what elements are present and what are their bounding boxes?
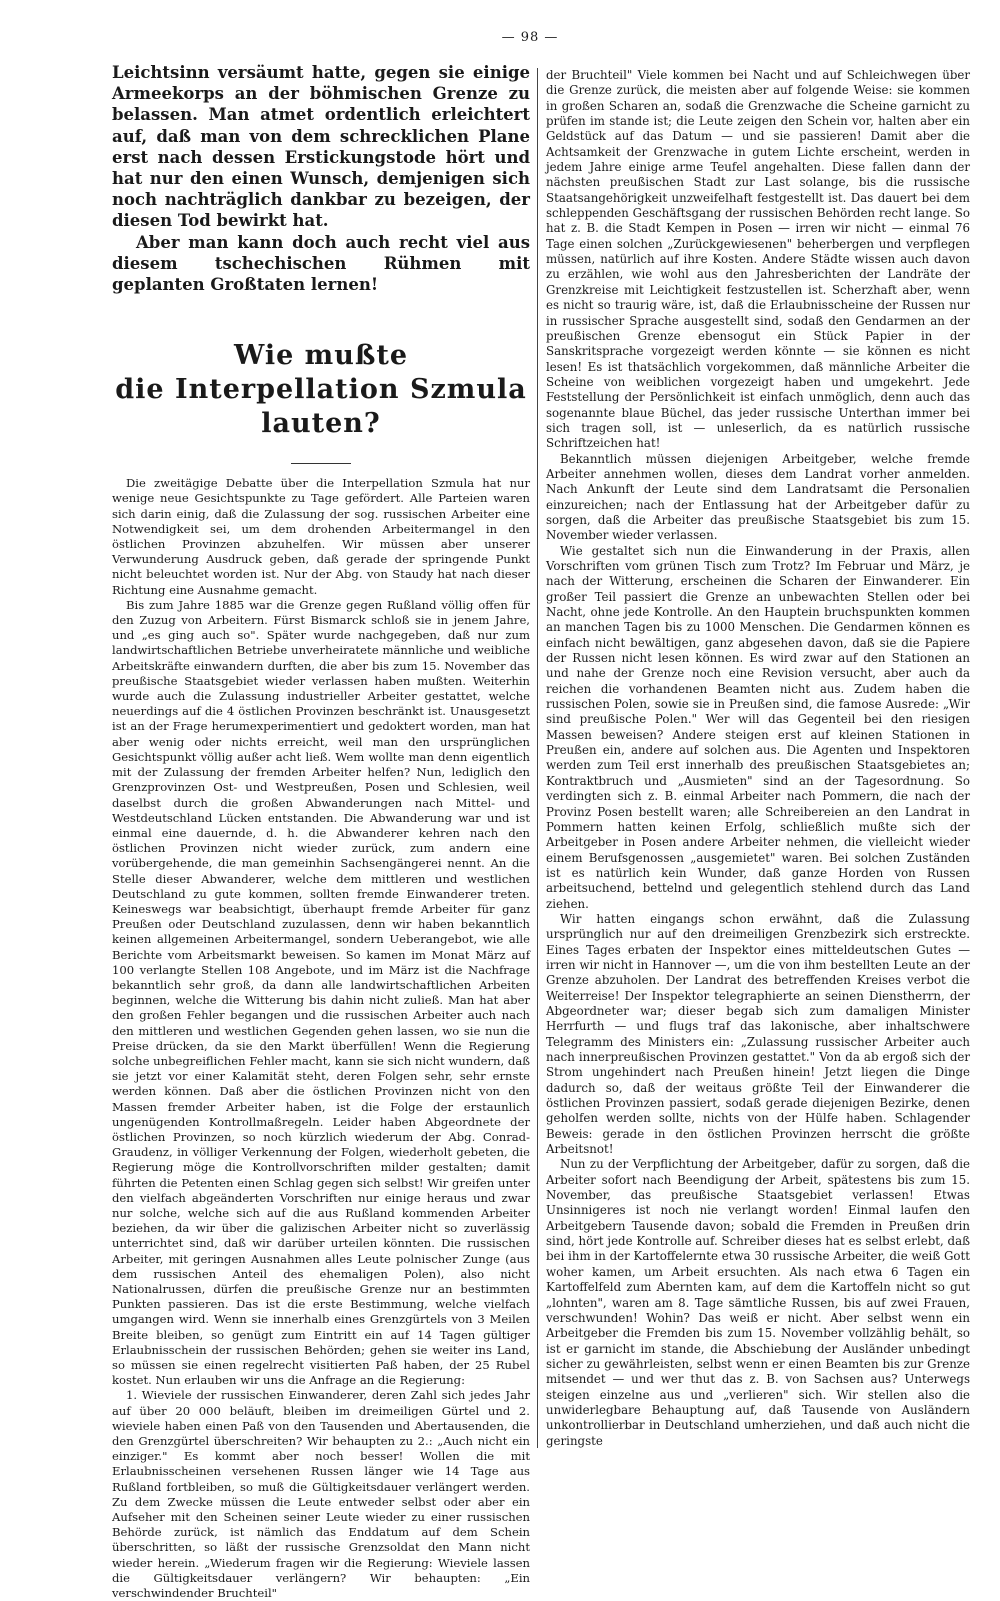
headline-line-2: die Interpellation Szmula lauten? — [115, 374, 527, 440]
article-paragraph: Bekanntlich müssen diejenigen Arbeitgeber, welche fremde Arbeiter annehmen wollen, dieses dem Landrat vorher anmelden. Nach Ankunft der Leute sind dem Landratsamt die Personalien einzureichen; nach der Entlassung hat der Arbeitgeber dafür zu sorgen, daß die Arbeiter das preußische Staatsgebiet bis zum 15. November wieder verlassen. — [546, 451, 970, 543]
lead-text — [112, 62, 530, 295]
lead-paragraph: Leichtsinn versäumt hatte, gegen sie einige Armeekorps an der böhmischen Grenze zu belassen. Man atmet ordentlich erleichtert auf, daß man von dem schrecklichen Plane erst nach dessen Erstickungstode hört und hat nur den einen Wunsch, demjenigen sich noch nachträglich dankbar zu bezeigen, der diesen Tod bewirkt hat. — [112, 63, 530, 231]
article-paragraph: Die zweitägige Debatte über die Interpellation Szmula hat nur wenige neue Gesichtspunkte zu Tage gefördert. Alle Parteien waren sich darin einig, daß die Zulassung der sog. russischen Arbeiter eine Notwendigkeit sei, um dem drohenden Arbeitermangel in den östlichen Provinzen abzuhelfen. Wir müssen aber unserer Verwunderung Ausdruck geben, daß gerade der springende Punkt nicht beleuchtet worden ist. Nur der Abg. von Staudy hat nach dieser Richtung eine Ausnahme gemacht. — [112, 476, 530, 597]
right-column — [546, 68, 970, 1458]
headline-line-1: Wie mußte — [233, 340, 409, 372]
article-paragraph: 1. Wieviele der russischen Einwanderer, deren Zahl sich jedes Jahr auf über 20 000 beläuft, bleiben im dreimeiligen Gürtel und 2. wieviele haben einen Paß von den Tausenden und Abertausenden, die den Grenzgürtel überschreiten? Wir behaupten zu 2.: „Auch nicht ein einziger." Es kommt aber noch besser! Wollen die mit Erlaubnisscheinen versehenen Russen länger wie 14 Tage aus Rußland fortbleiben, so muß die Gültigkeitsdauer verlängert werden. Zu dem Zwecke müssen die Leute entweder selbst oder aber ein Aufseher mit den Scheinen seiner Leute wieder zu einer russischen Behörde zurück, ist nämlich das Enddatum auf dem Schein überschritten, so läßt der russische Grenzsoldat den Mann nicht wieder herein. „Wiederum fragen wir die Regierung: Wieviele lassen die Gültigkeitsdauer verlängern? Wir behaupten: „Ein verschwindender Bruchteil" — [112, 1388, 530, 1601]
article-paragraph: der Bruchteil" Viele kommen bei Nacht und auf Schleichwegen über die Grenze zurück, die meisten aber auf folgende Weise: sie kommen in großen Scharen an, sodaß die Grenzwache die Scheine garnicht zu prüfen im stande ist; die Leute zeigen den Schein vor, halten aber ein Geldstück auf das Datum — und sie passieren! Damit aber die Achtsamkeit der Grenzwache in gutem Lichte erscheint, werden in jedem Jahre einige arme Teufel angehalten. Diese fallen dann der nächsten preußischen Stadt zur Last solange, bis die russische Staatsangehörigkeit unzweifelhaft festgestellt ist. Das dauert bei dem schleppenden Geschäftsgang der russischen Behörden recht lange. So hat z. B. die Stadt Kempen in Posen — irren wir nicht — einmal 76 Tage einen solchen „Zurückgewiesenen" beherbergen und verpflegen müssen, natürlich auf ihre Kosten. Andere Städte wissen auch davon zu erzählen, wie wohl aus den Jahresberichten der Landräte der Grenzkreise mit Leichtigkeit festzustellen ist. Scherzhaft aber, wenn es nicht so traurig wäre, ist, daß die Erlaubnisscheine der Russen nur in russischer Sprache ausgestellt sind, sodaß den Gendarmen an der preußischen Grenze ebensogut ein Stück Papier in der Sanskritsprache vorgezeigt werden könnte — sie können es nicht lesen! Es ist thatsächlich vorgekommen, daß männliche Arbeiter die Scheine von weiblichen vorgezeigt haben und umgekehrt. Jede Feststellung der Persönlichkeit ist einfach unmöglich, denn auch das sogenannte blaue Büchel, das jeder russische Unterthan immer bei sich tragen soll, ist — unleserlich, da es natürlich russische Schriftzeichen hat! — [546, 68, 970, 451]
article-paragraph: Wie gestaltet sich nun die Einwanderung in der Praxis, allen Vorschriften vom grünen Tisch zum Trotz? Im Februar und März, je nach der Witterung, erscheinen die Scharen der Einwanderer. Ein großer Teil passiert die Grenze an unbewachten Stellen oder bei Nacht, ohne jede Kontrolle. An den Hauptein bruchspunkten kommen an manchen Tagen bis zu 1000 Menschen. Die Gendarmen können es einfach nicht bewältigen, ganz abgesehen davon, daß sie die Papiere der Russen nicht lesen können. Es wird zwar auf den Stationen an und nahe der Grenze noch eine Revision versucht, aber auch da reichen die vorhandenen Beamten nicht aus. Zudem haben die russischen Polen, sowie sie in Preußen sind, die famose Ausrede: „Wir sind preußische Polen." Wer will das Gegenteil bei den riesigen Massen beweisen? Andere steigen erst auf kleinen Stationen in Preußen ein, andere auf solchen aus. Die Agenten und Inspektoren werden zum Teil erst innerhalb des preußischen Staatsgebietes an; Kontraktbruch und „Ausmieten" sind an der Tagesordnung. So verdingten sich z. B. einmal Arbeiter nach Pommern, die nach der Provinz Posen bestellt waren; alle Schreibereien an den Landrat in Pommern hatten keinen Erfolg, schließlich mußte sich der Arbeitgeber in Posen andere Arbeiter nehmen, die vielleicht wieder einem Berufsgenossen „ausgemietet" waren. Bei solchen Zuständen ist es natürlich kein Wunder, daß ganze Horden von Russen arbeitsuchend, bettelnd und gelegentlich stehlend durch das Land ziehen. — [546, 543, 970, 911]
article-paragraph: Bis zum Jahre 1885 war die Grenze gegen Rußland völlig offen für den Zuzug von Arbeitern. Fürst Bismarck schloß sie in jenem Jahre, und „es ging auch so". Später wurde nachgegeben, daß nur zum landwirtschaftlichen Betriebe unverheiratete männliche und weibliche Arbeitskräfte einwandern durften, die aber bis zum 15. November das preußische Staatsgebiet wieder verlassen haben mußten. Weiterhin wurde auch die Zulassung industrieller Arbeiter gestattet, welche neuerdings auf die 4 östlichen Provinzen beschränkt ist. Unausgesetzt ist an der Frage herumexperimentiert und gedoktert worden, man hat aber wenig oder nichts erreicht, weil man den ursprünglichen Gesichtspunkt völlig außer acht ließ. Wem wollte man denn eigentlich mit der Zulassung der fremden Arbeiter helfen? Nun, lediglich den Grenzprovinzen Ost- und Westpreußen, Posen und Schlesien, weil daselbst durch die großen Abwanderungen nach Mittel- und Westdeutschland Lücken entstanden. Die Abwanderung war und ist einmal eine dauernde, d. h. die Abwanderer kehren nach den östlichen Provinzen nicht wieder zurück, zum andern eine vorübergehende, die man gemeinhin Sachsengängerei nennt. An die Stelle dieser Abwanderer, welche dem mittleren und westlichen Deutschland zu gute kommen, sollten fremde Einwanderer treten. Keineswegs war beabsichtigt, überhaupt fremde Arbeiter für ganz Preußen oder Deutschland zuzulassen, denn wir haben bekanntlich keinen allgemeinen Arbeitermangel, sondern Ueberangebot, wie alle Berichte vom Arbeitsmarkt beweisen. So kamen im Monat März auf 100 verlangte Stellen 108 Angebote, und im März ist die Nachfrage bekanntlich sehr groß, da dann alle landwirtschaftlichen Arbeiten beginnen, welche die Witterung bis dahin nicht zuließ. Man hat aber den großen Fehler begangen und die russischen Arbeiter auch nach den mittleren und westlichen Gegenden gehen lassen, wo sie nun die Preise drücken, da sie den Markt überfüllen! Wenn die Regierung solche unbegreiflichen Fehler macht, kann sie sich nicht wundern, daß sie jetzt vor einer Kalamität steht, deren Folgen sehr, sehr ernste werden können. Daß aber die östlichen Provinzen nicht von den Massen fremder Arbeiter haben, ist die Folge der erstaunlich ungenügenden Kontrollmaßregeln. Leider haben Abgeordnete der östlichen Provinzen, so noch kürzlich wiederum der Abg. Conrad-Graudenz, in völliger Verkennung der Folgen, wiederholt gebeten, die Regierung möge die Kontrollvorschriften milder gestalten; damit führten die Petenten einen Schlag gegen sich selbst! Wir greifen unter den vielfach abgeänderten Vorschriften nur einige heraus und zwar nur solche, welche sich auf die aus Rußland kommenden Arbeiter beziehen, da wir über die galizischen Arbeiter nicht so zuverlässig unterrichtet sind, daß wir darüber urteilen könnten. Die russischen Arbeiter, mit geringen Ausnahmen alles Leute polnischer Zunge (aus dem russischen Anteil des ehemaligen Polen), also nicht Nationalrussen, dürfen die preußische Grenze nur an bestimmten Punkten passieren. Das ist die erste Bestimmung, welche vielfach umgangen wird. Wenn sie innerhalb eines Grenzgürtels von 3 Meilen Breite bleiben, so genügt zum Eintritt ein auf 14 Tagen gültiger Erlaubnisschein der russischen Behörden; gehen sie weiter ins Land, so müssen sie einen regelrecht visitierten Paß haben, der 25 Rubel kostet. Nun erlauben wir uns die Anfrage an die Regierung: — [112, 597, 530, 1388]
article-body-right — [546, 68, 970, 1449]
article-body-left — [112, 476, 530, 1601]
article-paragraph: Wir hatten eingangs schon erwähnt, daß die Zulassung ursprünglich nur auf den dreimeiligen Grenzbezirk sich erstreckte. Eines Tages erbaten der Inspektor eines mitteldeutschen Gutes — irren wir nicht in Hannover —, um die von ihm bestellten Leute an der Grenze abzuholen. Der Landrat des betreffenden Kreises verbot die Weiterreise! Der Inspektor telegraphierte an seinen Dienstherrn, der Abgeordneter war; dieser begab sich zum damaligen Minister Herrfurth — und flugs traf das lakonische, aber inhaltschwere Telegramm des Ministers ein: „Zulassung russischer Arbeiter auch nach innerpreußischen Provinzen gestattet." Von da ab ergoß sich der Strom ungehindert nach Preußen hinein! Jetzt liegen die Dinge dadurch so, daß der weitaus größte Teil der Einwanderer die östlichen Provinzen passiert, sodaß gerade diejenigen Bezirke, denen geholfen werden sollte, nichts von der Hülfe haben. Schlagender Beweis: gerade in den östlichen Provinzen herrscht die größte Arbeitsnot! — [546, 911, 970, 1157]
article-headline — [112, 339, 530, 441]
lead-paragraph: Aber man kann doch auch recht viel aus diesem tschechischen Rühmen mit geplanten Großtaten lernen! — [112, 232, 530, 295]
left-column — [112, 62, 530, 1601]
article-paragraph: Nun zu der Verpflichtung der Arbeitgeber, dafür zu sorgen, daß die Arbeiter sofort nach Beendigung der Arbeit, spätestens bis zum 15. November, das preußische Staatsgebiet verlassen! Etwas Unsinnigeres ist noch nie verlangt worden! Einmal laufen den Arbeitgebern Tausende davon; sobald die Fremden in Preußen drin sind, hört jede Kontrolle auf. Schreiber dieses hat es selbst erlebt, daß bei ihm in der Kartoffelernte etwa 30 russische Arbeiter, die weiß Gott woher kamen, um Arbeit ersuchten. Als nach etwa 6 Tagen ein Kartoffelfeld zum Abernten kam, auf dem die Kartoffeln nicht so gut „lohnten", waren am 8. Tage sämtliche Russen, bis auf zwei Frauen, verschwunden! Wohin? Das weiß er nicht. Aber selbst wenn ein Arbeitgeber die Fremden bis zum 15. November vollzählig behält, so ist er garnicht im stande, die Abschiebung der Ausländer unbedingt sicher zu gewährleisten, selbst wenn er einen Beamten bis zur Grenze mitsendet — und wer thut das z. B. von Sachsen aus? Unterwegs steigen einzelne aus und „verlieren" sich. Wir stellen also die unwiderlegbare Behauptung auf, daß Tausende von Ausländern unkontrollierbar in Deutschland umherziehen, und daß auch nicht die geringste — [546, 1157, 970, 1448]
headline-rule — [291, 463, 351, 464]
page-number: — 98 — — [501, 30, 559, 45]
column-divider — [537, 68, 538, 1448]
